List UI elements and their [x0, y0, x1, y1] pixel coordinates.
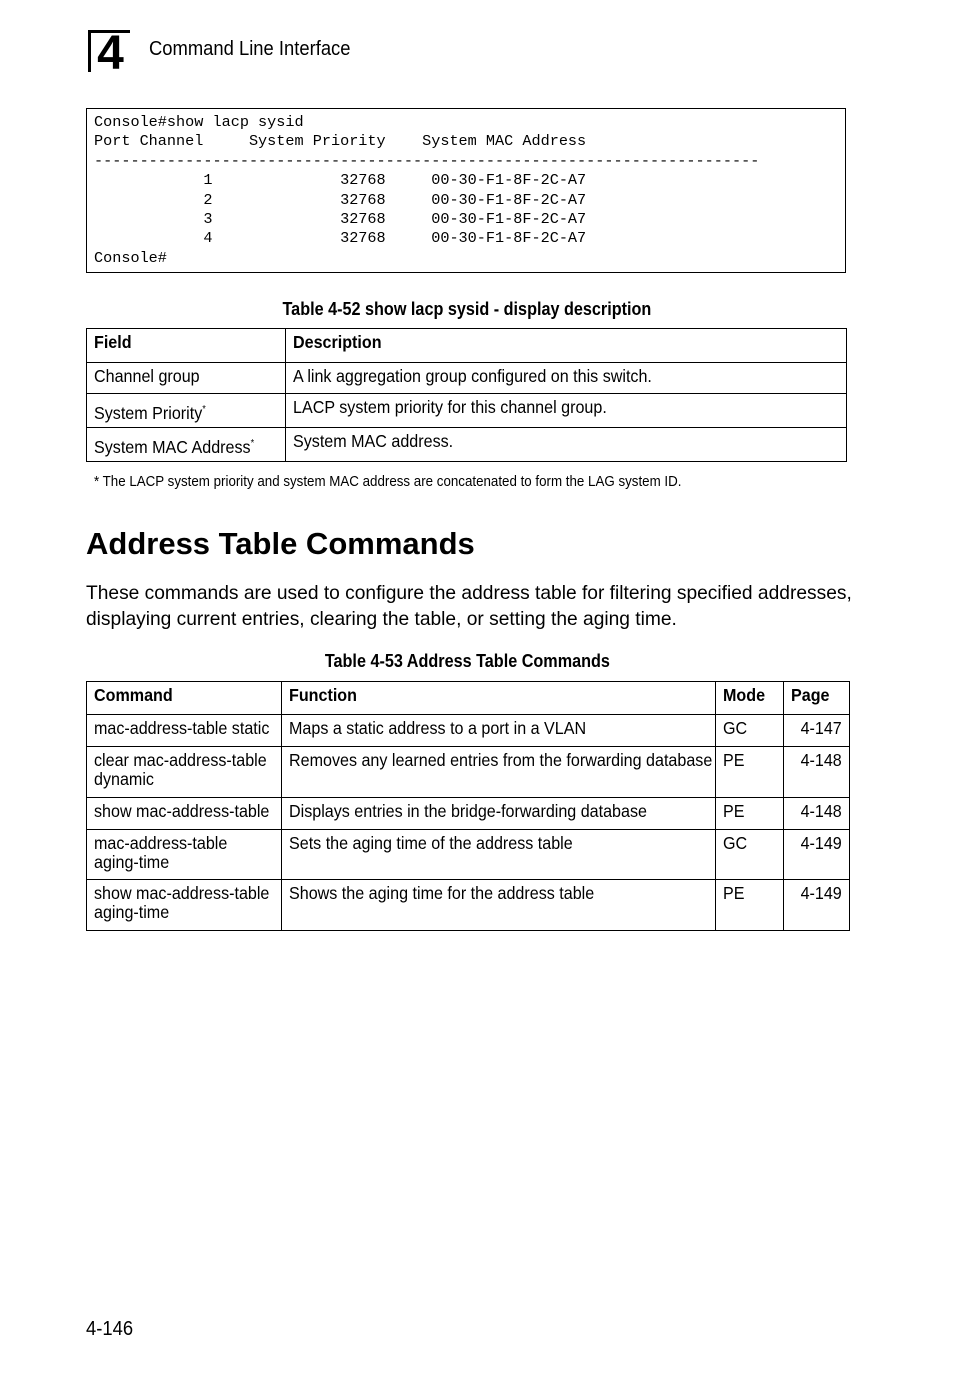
table-header-cell: Page: [784, 682, 850, 715]
table-header-cell: Function: [282, 682, 716, 715]
address-table-commands-table: [86, 681, 850, 931]
table-header-cell: Command: [87, 682, 282, 715]
console-line: Port Channel System Priority System MAC Address: [94, 132, 587, 151]
console-line: 4 32768 00-30-F1-8F-2C-A7: [94, 229, 587, 248]
lacp-sysid-description-table: [86, 328, 847, 462]
console-line: -------------------------------------------------------------------------: [94, 151, 760, 170]
section-intro: These commands are used to configure the address table for filtering specified addresses, displaying current entries, clearing the table, or setting the aging time.: [86, 583, 852, 630]
console-line: Console#: [94, 248, 167, 267]
table-footnote: * The LACP system priority and system MAC address are concatenated to form the LAG system ID.: [94, 474, 682, 490]
table-52-caption: Table 4-52 show lacp sysid - display description: [282, 299, 652, 319]
table-row: show mac-address-table Displays entries in the bridge-forwarding database PE 4-148: [87, 798, 850, 830]
table-row: mac-address-table aging-time Sets the aging time of the address table GC 4-149: [87, 830, 850, 880]
console-line: Console#show lacp sysid: [94, 113, 304, 131]
footnote-marker: *: [202, 404, 206, 415]
table-row: show mac-address-table aging-time Shows the aging time for the address table PE 4-149: [87, 880, 850, 931]
table-row: System MAC Address* System MAC address.: [87, 428, 847, 462]
console-line: 3 32768 00-30-F1-8F-2C-A7: [94, 210, 587, 229]
table-53-caption: Table 4-53 Address Table Commands: [324, 651, 610, 671]
page-number: 4-146: [86, 1318, 134, 1340]
table-row: clear mac-address-table dynamic Removes any learned entries from the forwarding database PE 4-148: [87, 747, 850, 798]
console-line: 1 32768 00-30-F1-8F-2C-A7: [94, 171, 587, 190]
table-row: mac-address-table static Maps a static address to a port in a VLAN GC 4-147: [87, 715, 850, 747]
table-row: System Priority* LACP system priority for this channel group.: [87, 394, 847, 428]
console-line: 2 32768 00-30-F1-8F-2C-A7: [94, 190, 587, 209]
table-header-cell: Field: [87, 329, 286, 363]
table-row: Channel group A link aggregation group configured on this switch.: [87, 363, 847, 394]
table-header-cell: Mode: [716, 682, 784, 715]
section-title: Address Table Commands: [86, 526, 475, 561]
table-header-cell: Description: [286, 329, 847, 363]
chapter-title: Command Line Interface: [149, 38, 351, 60]
footnote-marker: *: [250, 438, 255, 449]
chapter-number-badge: 4: [88, 30, 130, 72]
console-output: [86, 108, 846, 273]
